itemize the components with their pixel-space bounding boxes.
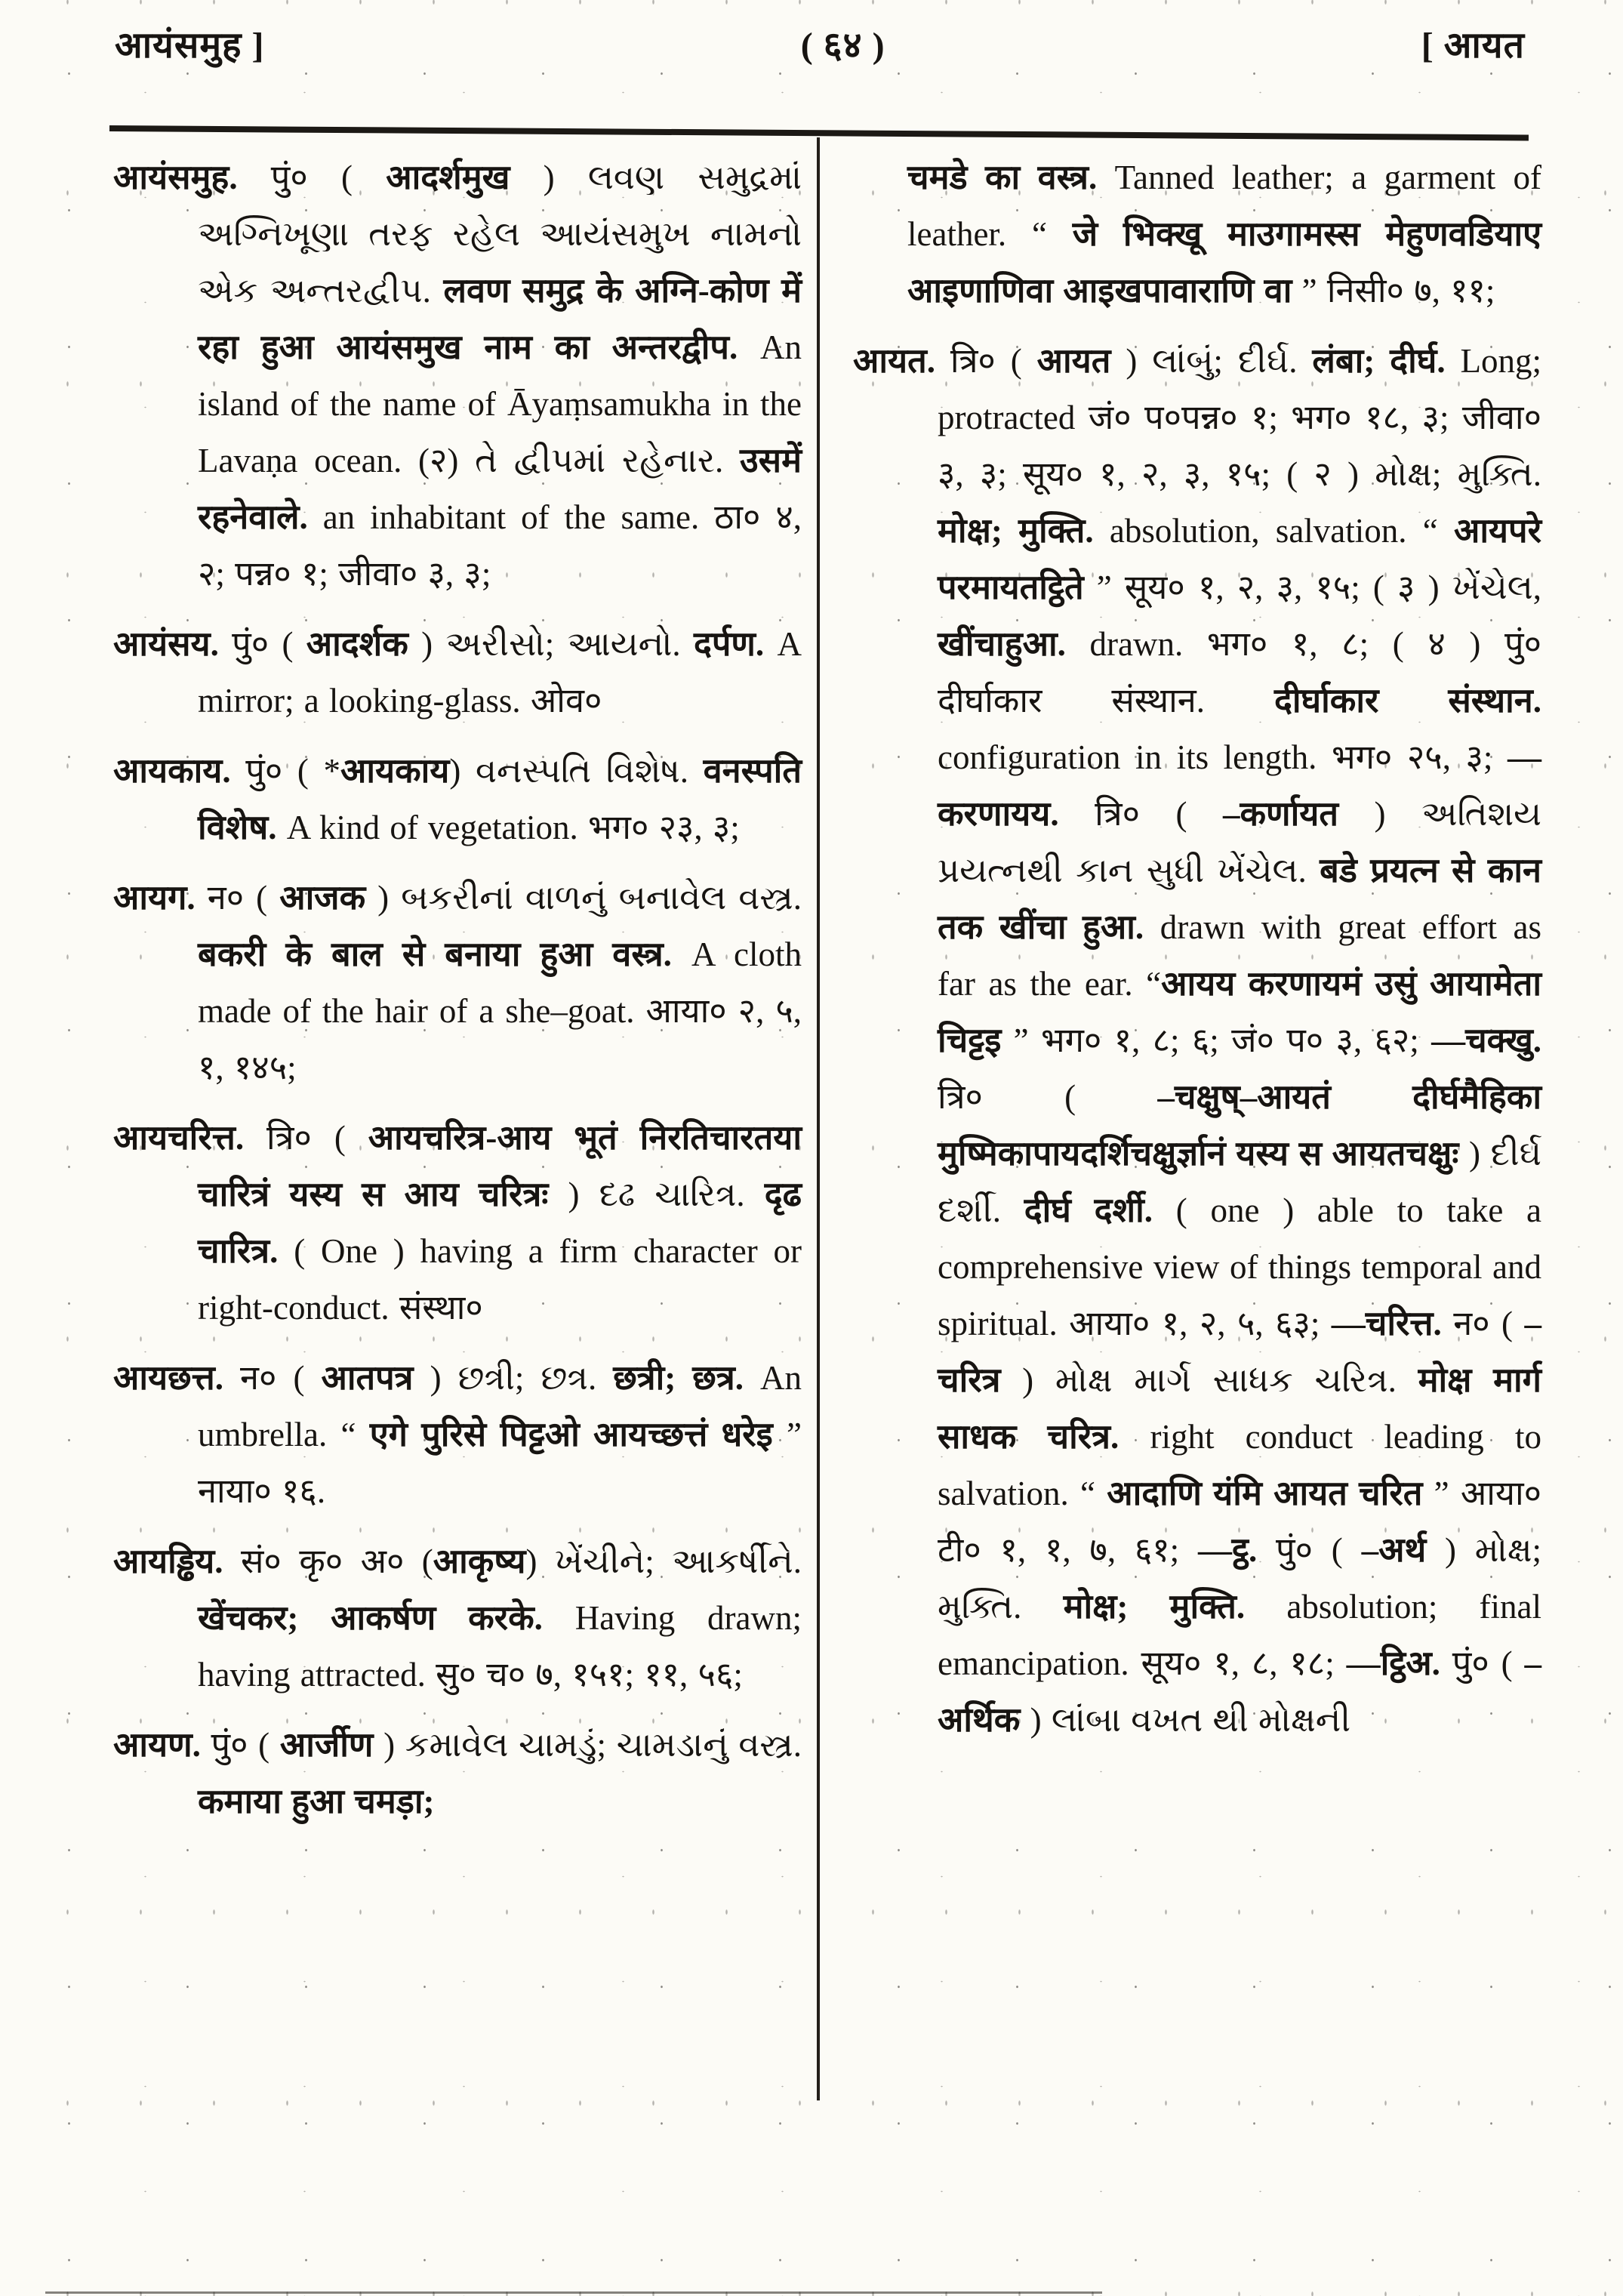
text-segment: drawn. भग० १, ८; ( ४ ) पुं० दीर्घाकार संस्थान. [938, 625, 1541, 720]
text-segment: absolution; final emancipation. सूय० १, ८, १८; [938, 1588, 1541, 1682]
bold-text-segment: —ट्ठ. [1197, 1531, 1258, 1569]
bold-text-segment: —करणायय. [938, 738, 1541, 833]
text-segment: न० ( [207, 879, 280, 917]
bold-text-segment: —चक्खु. [1431, 1022, 1541, 1059]
bold-text-segment: चमडे का वस्त्र. [907, 159, 1098, 196]
bold-text-segment: आयग. [113, 879, 208, 917]
page-bottom-edge [45, 2291, 1102, 2294]
bold-text-segment: आयचरित्र-आय भूतं निरतिचारतया चारित्रं यस्य स आय चरित्रः [198, 1119, 802, 1213]
entry-ayamsamuha [113, 149, 802, 603]
bold-text-segment: एगे पुरिसे पिट्टओ आयच्छत्तं धरेइ [369, 1416, 773, 1453]
text-segment: ” भग० १, ८; ६; जं० प० ३, ६२; [1001, 1022, 1432, 1059]
text-segment: ) કમાવેલ ચામડું; ચામડાનું વસ્ત્ર. [373, 1726, 802, 1764]
text-segment: ) લાંબું; દીર્ઘ. [1110, 342, 1313, 380]
bold-text-segment: लवण समुद्र के अग्नि-कोण में रहा हुआ आयंसमुख नाम का अन्तरद्वीप. [198, 272, 802, 366]
entry-ayacharitta [113, 1110, 802, 1336]
text-segment: सं० कृ० अ० ( [240, 1542, 433, 1580]
bold-text-segment: मोक्ष; मुक्ति. [1063, 1588, 1246, 1626]
bold-text-segment: मोक्ष मार्ग साधक चरित्र. [938, 1361, 1541, 1456]
text-segment: absolution, salvation. “ [1093, 512, 1454, 550]
text-segment: ) વનસ્પતિ વિશેષ. [449, 752, 704, 790]
text-segment: ) લાંબા વખત થી મોક્ષની [1020, 1701, 1351, 1739]
bold-text-segment: जे भिक्खू माउगामस्स मेहुणवडियाए आइणाणिवा आइखपावाराणि वा [907, 215, 1541, 310]
bold-text-segment: दीर्घाकार संस्थान. [1273, 682, 1541, 720]
bold-text-segment: आतपत्र [321, 1359, 414, 1397]
bold-text-segment: आयंसमुह. [113, 159, 271, 196]
entry-ayaddhiya [113, 1533, 802, 1703]
header-right-keyword: [ आयत [1421, 26, 1525, 66]
text-segment: त्रि० ( [950, 342, 1037, 380]
text-segment: त्रि० ( [1058, 795, 1223, 833]
text-segment: पुं० ( * [245, 752, 340, 790]
text-segment: an inhabitant of the same. ठा० ४, २; पन्न० १; जीवा० ३, ३; [198, 498, 802, 593]
bold-text-segment: वनस्पति विशेष. [198, 752, 802, 846]
bold-text-segment: –अर्थिक [938, 1644, 1541, 1739]
text-segment: Tanned leather; a garment of leather. “ [907, 159, 1541, 253]
bold-text-segment: आदर्शक [306, 625, 408, 663]
text-segment: ( one ) able to take a comprehensive view of things temporal and spiritual. आया० १, २, ५, ६३; [938, 1191, 1541, 1342]
bold-text-segment: –कर्णायत [1222, 795, 1338, 833]
text-segment: ” सूय० १, २, ३, १५; ( ३ ) ખેંચેલ, [1083, 569, 1541, 606]
entry-ayana-continuation [853, 149, 1541, 319]
text-segment: पुं० ( [232, 625, 306, 663]
bold-text-segment: खींचाहुआ. [938, 625, 1066, 663]
text-segment: Having drawn; having attracted. सु० च० ७, १५१; ११, ५६; [198, 1599, 802, 1693]
text-segment: न० ( [1441, 1305, 1525, 1342]
bold-text-segment: दीर्घ दर्शी. [1024, 1191, 1153, 1229]
text-segment: A kind of vegetation. भग० २३, ३; [276, 809, 740, 846]
text-segment: ) ખેંચીને; આકર્ષીને. [525, 1542, 802, 1580]
text-segment: त्रि० ( [938, 1078, 1158, 1116]
column-divider [817, 137, 820, 2100]
text-segment: Long; protracted जं० प०पन्न० १; भग० १८, ३; जीवा० ३, ३; सूय० १, २, ३, १५; ( २ ) મોક્ષ; મુક્તિ. [938, 342, 1542, 493]
entry-ayachhatta [113, 1350, 802, 1520]
bold-text-segment: आयड्ढिय. [113, 1542, 241, 1580]
text-segment: right conduct leading to salvation. “ [938, 1418, 1541, 1512]
text-segment: ” नाया० १६. [198, 1416, 802, 1510]
bold-text-segment: —चरित्त. [1331, 1305, 1442, 1342]
bold-text-segment: आयत [1036, 342, 1111, 380]
text-segment: ) અતિશય પ્રયત્નથી કાન સુધી ખેંચેલ. [938, 795, 1542, 889]
bold-text-segment: आकृष्य [433, 1542, 526, 1580]
bold-text-segment: दर्पण. [693, 625, 765, 663]
bold-text-segment: आयपरे परमायतट्ठिते [938, 512, 1541, 606]
text-segment: पुं० ( [1257, 1531, 1362, 1569]
bold-text-segment: आदाणि यंमि आयत चरित [1107, 1475, 1423, 1512]
text-segment: ” निसी० ७, ११; [1292, 272, 1495, 310]
bold-text-segment: उसमें रहनेवाले. [198, 442, 802, 536]
bold-text-segment: आयय करणायमं उसुं आयामेता चिट्टइ [938, 965, 1541, 1059]
text-segment: configuration in its length. भग० २५, ३; [938, 738, 1508, 776]
text-segment: ) લવણ સમુદ્રમાં અગ્નિખૂણા તરફ રહેલ આયંસમુખ નામનો એક અન્તરદ્વીપ. [198, 159, 802, 310]
entry-ayata [853, 333, 1541, 1749]
text-segment: ) બકરીનાં વાળનું બનાવેલ વસ્ત્ર. [365, 879, 802, 917]
text-segment: ) દીર્ઘ દર્શી. [938, 1135, 1541, 1229]
text-segment: पुं० ( [211, 1726, 280, 1764]
text-segment: A mirror; a looking-glass. ओव० [198, 625, 802, 720]
bold-text-segment: आयछत्त. [113, 1359, 241, 1397]
text-segment: ) મોક્ષ માર્ગ સાધક ચરિત્ર. [1000, 1361, 1418, 1399]
bold-text-segment: आदर्शमुख [386, 159, 510, 196]
bold-text-segment: बकरी के बाल से बनाया हुआ वस्त्र. [198, 935, 672, 973]
right-column [853, 149, 1541, 1762]
bold-text-segment: खेंचकर; आकर्षण करके. [198, 1599, 543, 1637]
bold-text-segment: आयचरित्त. [113, 1119, 267, 1157]
left-column [113, 149, 802, 1844]
text-segment: A cloth made of the hair of a she–goat. आया० २, ५, १, १४५; [198, 935, 802, 1086]
text-segment: An umbrella. “ [198, 1359, 802, 1453]
text-segment: ) છત્રી; છત્ર. [413, 1359, 614, 1397]
text-segment: ) અરીસો; આયનો. [408, 625, 694, 663]
bold-text-segment: बडे प्रयत्न से कान तक खींचा हुआ. [938, 852, 1541, 946]
entry-ayana [113, 1717, 802, 1830]
bold-text-segment: आयण. [113, 1726, 211, 1764]
text-segment: drawn with great effort as far as the ear. “ [938, 908, 1541, 1003]
bold-text-segment: आजक [279, 879, 366, 917]
header-left-keyword: आयंसमुह ] [115, 26, 265, 66]
text-segment: ) દઢ ચારિત્ર. [548, 1176, 765, 1213]
bold-text-segment: –अर्थ [1361, 1531, 1427, 1569]
page-number: ( ६४ ) [800, 26, 885, 66]
bold-text-segment: –चक्षुष्–आयतं दीर्घमैहिका मुष्मिकापायदर्शिचक्षुर्ज्ञानं यस्य स आयतचक्षुः [938, 1078, 1541, 1173]
page-header [115, 20, 1525, 69]
bold-text-segment: —ट्ठिअ. [1346, 1644, 1440, 1682]
entry-ayakaya [113, 743, 802, 856]
bold-text-segment: आयंसय. [113, 625, 233, 663]
text-segment: त्रि० ( [266, 1119, 368, 1157]
bold-text-segment: लंबा; दीर्घ. [1312, 342, 1446, 380]
entry-ayaga [113, 870, 802, 1096]
bold-text-segment: –चरित्र [938, 1305, 1541, 1399]
bold-text-segment: कमाया हुआ चमड़ा; [198, 1783, 435, 1820]
bold-text-segment: आर्जीण [279, 1726, 374, 1764]
text-segment: ( One ) having a firm character or right-conduct. संस्था० [198, 1232, 802, 1327]
text-segment: न० ( [240, 1359, 322, 1397]
entry-ayamsaya [113, 616, 802, 729]
text-segment: ) મોક્ષ; મુક્તિ. [938, 1531, 1541, 1626]
bold-text-segment: मोक्ष; मुक्ति. [938, 512, 1094, 550]
bold-text-segment: आयकाय [340, 752, 450, 790]
bold-text-segment: दृढ चारित्र. [198, 1176, 802, 1270]
bold-text-segment: आयकाय. [113, 752, 246, 790]
text-segment: पुं० ( [1440, 1644, 1525, 1682]
text-segment: ” आया० टी० १, १, ७, ६१; [938, 1475, 1541, 1569]
bold-text-segment: आयत. [853, 342, 950, 380]
bold-text-segment: छत्री; छत्र. [613, 1359, 744, 1397]
text-segment: पुं० ( [270, 159, 387, 196]
text-segment: An island of the name of Āyaṃsamukha in the Lavaṇa ocean. (२) તે દ્વીપમાં રહેનાર. [198, 328, 802, 479]
